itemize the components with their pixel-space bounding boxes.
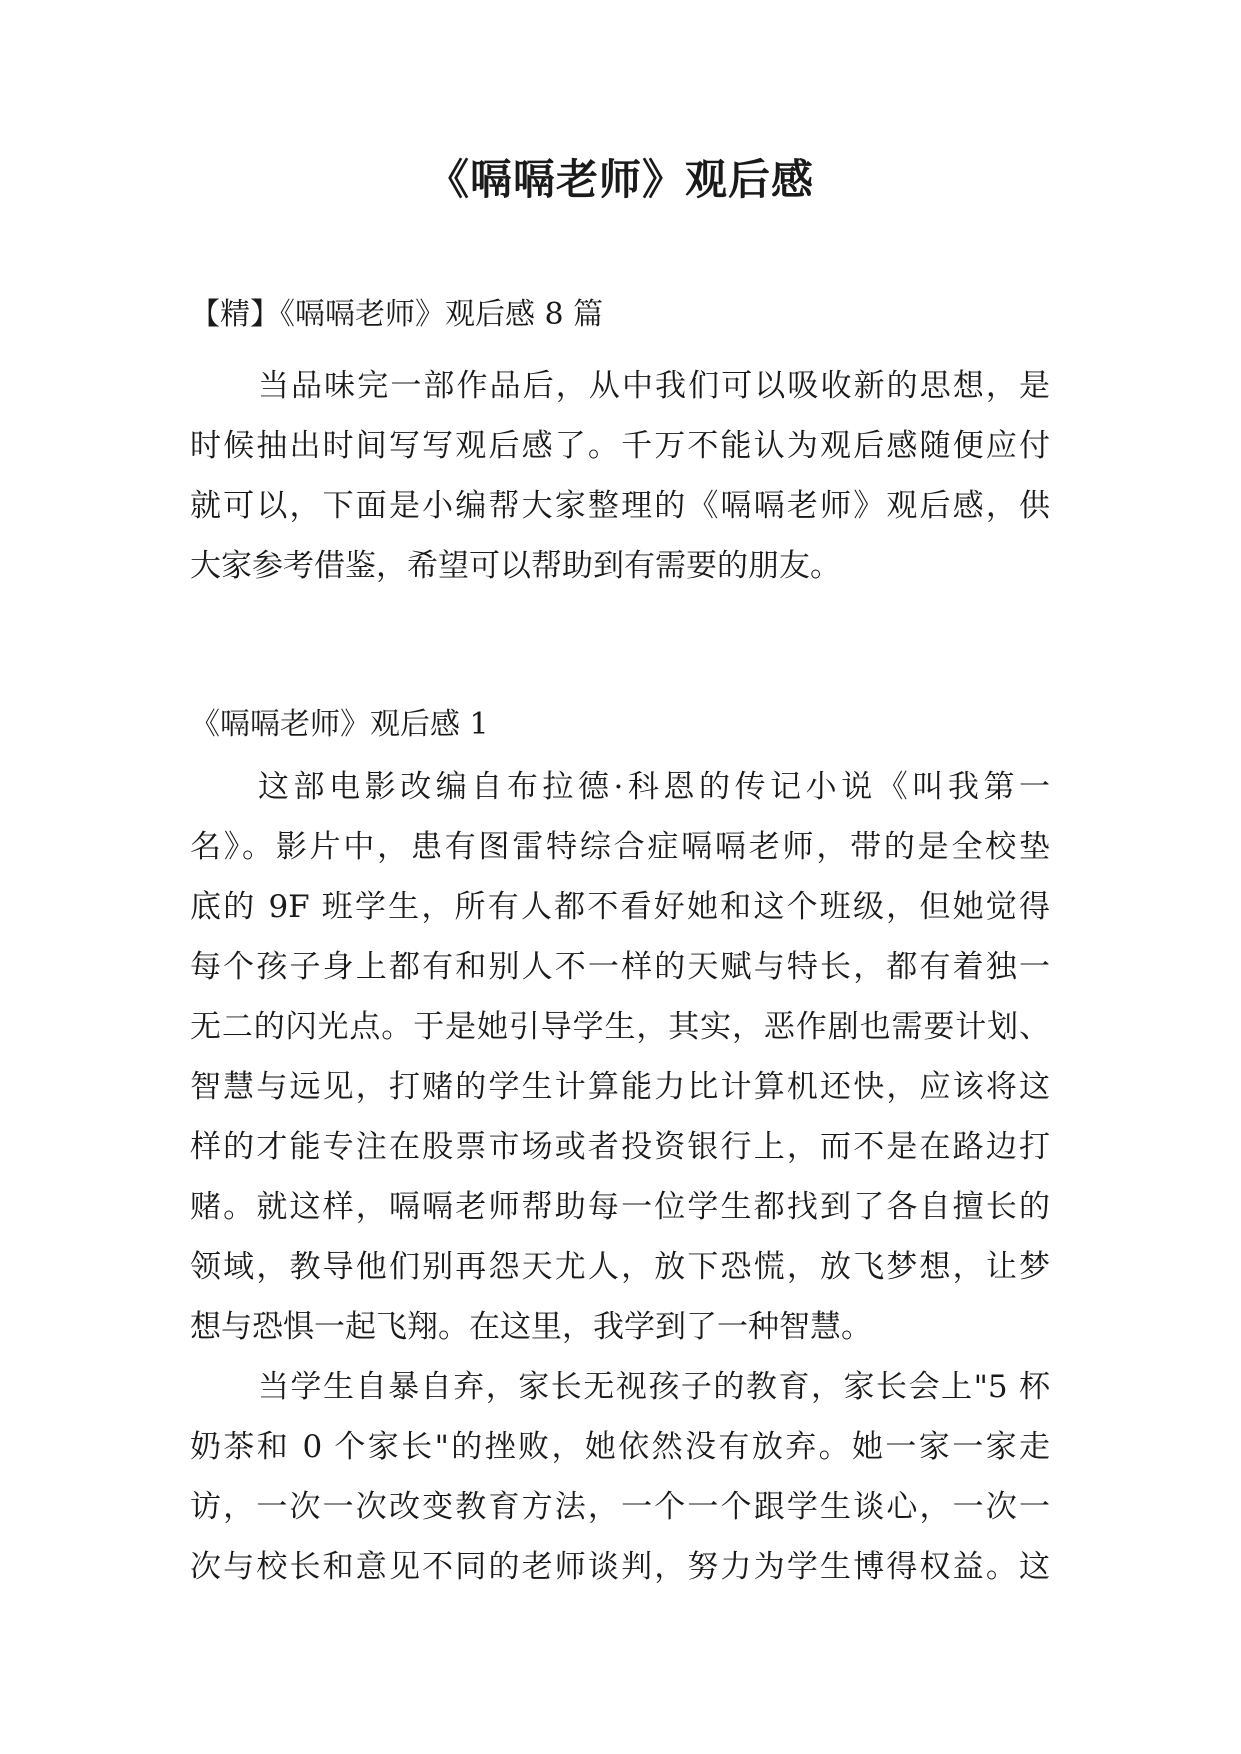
intro-paragraph (190, 356, 1050, 596)
section-heading: 《嗝嗝老师》观后感 1 (190, 707, 489, 742)
section1-paragraph-1 (190, 757, 1050, 1357)
document-subtitle: 【精】《嗝嗝老师》观后感 8 篇 (190, 297, 604, 332)
paragraph-line: 智慧与远见，打赌的学生计算能力比计算机还快，应该将这 (190, 1069, 1050, 1105)
paragraph-line: 底的 9F 班学生，所有人都不看好她和这个班级，但她觉得 (190, 889, 1050, 925)
paragraph-line: 样的才能专注在股票市场或者投资银行上，而不是在路边打 (190, 1129, 1050, 1165)
intro-line: 时候抽出时间写写观后感了。千万不能认为观后感随便应付 (190, 428, 1050, 464)
paragraph-line: 每个孩子身上都有和别人不一样的天赋与特长，都有着独一 (190, 949, 1050, 985)
intro-line: 大家参考借鉴，希望可以帮助到有需要的朋友。 (190, 548, 841, 584)
paragraph-line: 奶茶和 0 个家长"的挫败，她依然没有放弃。她一家一家走 (190, 1429, 1050, 1465)
paragraph-line: 次与校长和意见不同的老师谈判，努力为学生博得权益。这 (190, 1549, 1050, 1585)
paragraph-line: 当学生自暴自弃，家长无视孩子的教育，家长会上"5 杯 (258, 1369, 1050, 1405)
paragraph-line: 访，一次一次改变教育方法，一个一个跟学生谈心，一次一 (190, 1489, 1050, 1525)
paragraph-line: 想与恐惧一起飞翔。在这里，我学到了一种智慧。 (190, 1309, 872, 1345)
intro-line: 当品味完一部作品后，从中我们可以吸收新的思想，是 (258, 368, 1050, 404)
paragraph-line: 领域，教导他们别再怨天尤人，放下恐慌，放飞梦想，让梦 (190, 1249, 1050, 1285)
paragraph-line: 这部电影改编自布拉德·科恩的传记小说《叫我第一 (258, 769, 1050, 805)
section1-paragraph-2 (190, 1357, 1050, 1597)
intro-line: 就可以，下面是小编帮大家整理的《嗝嗝老师》观后感，供 (190, 488, 1050, 524)
paragraph-line: 名》。影片中，患有图雷特综合症嗝嗝老师，带的是全校垫 (190, 829, 1050, 865)
paragraph-line: 赌。就这样，嗝嗝老师帮助每一位学生都找到了各自擅长的 (190, 1189, 1050, 1225)
paragraph-line: 无二的闪光点。于是她引导学生，其实，恶作剧也需要计划、 (190, 1009, 1050, 1045)
document-title: 《嗝嗝老师》观后感 (426, 155, 814, 204)
